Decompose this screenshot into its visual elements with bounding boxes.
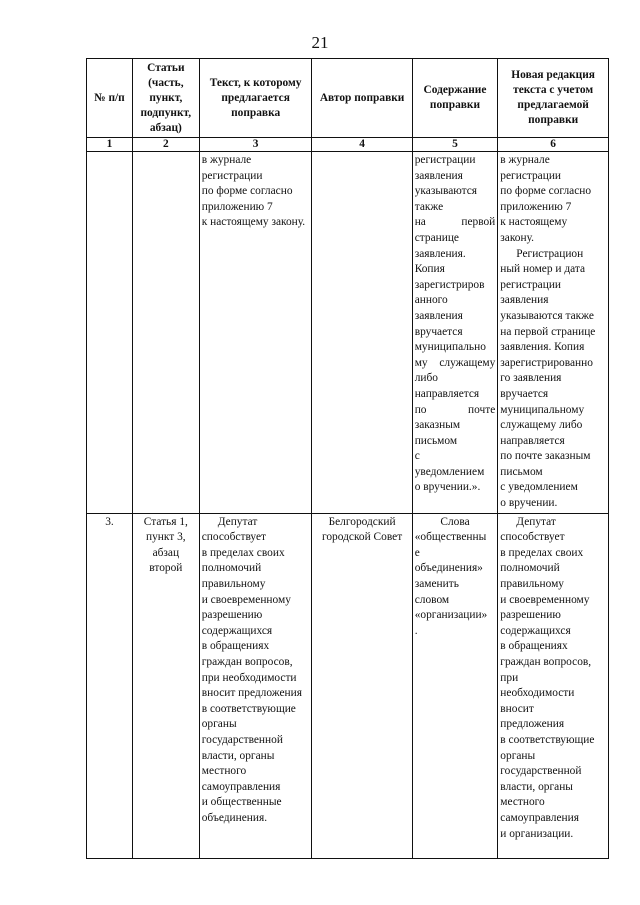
cell-number: 3.: [87, 513, 133, 858]
cell-line: приложению 7: [201, 200, 273, 213]
table-header-row: [87, 59, 609, 138]
header-new-edition: [498, 59, 609, 138]
cell-line: в обращениях: [201, 640, 270, 653]
cell-line: .: [414, 624, 418, 637]
cell-line: муниципально: [414, 341, 486, 354]
cell-line: «организации»: [414, 609, 488, 622]
cell-line: заявления: [414, 169, 463, 182]
cell-line: Копия: [414, 263, 445, 276]
cell-line: муниципальному: [500, 403, 585, 416]
cell-line: власти, органы: [500, 780, 573, 793]
cell-line: регистрации: [500, 278, 562, 291]
cell-line: второй: [149, 562, 183, 575]
cell-line: заявления. Копия: [500, 341, 585, 354]
cell-line: в обращениях: [500, 640, 568, 653]
cell-line: с: [414, 450, 420, 463]
cell-line: способствует: [201, 531, 267, 544]
cell-line: способствует: [500, 531, 565, 544]
cell-line: подпункт,: [140, 106, 192, 119]
cell-line: городской Совет: [321, 531, 403, 544]
cell-line: граждан вопросов,: [500, 656, 592, 668]
cell-line: анного: [414, 294, 448, 307]
cell-line: пункт 3,: [146, 531, 186, 544]
cell-line: с уведомлением: [500, 481, 578, 494]
cell-line: самоуправления: [500, 811, 579, 824]
cell-line: приложению 7: [500, 200, 572, 213]
cell-line: полномочий: [500, 562, 560, 575]
cell-line: зарегистриров: [414, 278, 485, 291]
cell-line: Новая редакция: [511, 69, 595, 81]
page-number: 21: [311, 33, 329, 52]
cell-article: [132, 152, 199, 514]
cell-number: [87, 152, 133, 514]
cell-line: заказным: [414, 419, 461, 432]
cell-line: необходимости: [500, 687, 575, 700]
cell-line: Текст, к которому: [209, 76, 302, 89]
cell-line: органы: [500, 749, 536, 762]
cell-line: самоуправления: [201, 780, 281, 793]
cell-line: предлагается: [221, 91, 290, 104]
cell-amendment-content: [412, 152, 498, 514]
cell-line: Депутат: [516, 515, 556, 528]
cell-line: органы: [201, 718, 237, 731]
cell-line: предлагаемой: [517, 99, 589, 111]
cell-line: указываются также: [500, 309, 594, 322]
column-number: 1: [87, 138, 133, 152]
cell-line: при необходимости: [201, 671, 297, 684]
cell-line: вручается: [414, 325, 463, 338]
cell-original-text: [199, 152, 312, 514]
cell-line: (часть,: [148, 76, 184, 89]
cell-line: по почте заказным: [500, 450, 591, 463]
cell-line: словом: [414, 593, 450, 606]
cell-line: объединения.: [201, 811, 268, 824]
cell-line: регистрации: [201, 169, 263, 182]
cell-line: граждан вопросов,: [201, 656, 293, 668]
cell-line: в пределах своих: [201, 546, 285, 559]
cell-line: к настоящему закону.: [201, 216, 306, 229]
cell-line: содержащихся: [500, 624, 571, 637]
cell-line: абзац: [152, 546, 180, 559]
table-row-continued: [87, 152, 609, 514]
cell-line: правильному: [201, 578, 266, 591]
header-amendment-content: [412, 59, 498, 138]
cell-line: и своевременному: [201, 593, 291, 606]
cell-line: Регистрацион: [516, 247, 584, 260]
cell-line: по почте: [414, 403, 496, 416]
cell-line: заявления.: [414, 247, 466, 260]
column-number-row: [87, 138, 609, 152]
cell-line: регистрации: [500, 169, 562, 182]
cell-line: Слова: [440, 515, 470, 528]
cell-line: на первой: [414, 216, 496, 229]
cell-line: в пределах своих: [500, 546, 584, 559]
column-number: 3: [199, 138, 312, 152]
header-original-text: [199, 59, 312, 138]
cell-author: [312, 513, 412, 858]
cell-article: [132, 513, 199, 858]
cell-line: заявления: [500, 294, 549, 307]
cell-line: полномочий: [201, 562, 262, 575]
cell-line: вносит: [500, 702, 534, 715]
header-number: № п/п: [87, 59, 133, 138]
cell-line: по форме согласно: [201, 185, 293, 198]
cell-line: регистрации: [414, 154, 476, 166]
column-number: 4: [312, 138, 412, 152]
cell-line: местного: [201, 765, 247, 778]
cell-line: разрешению: [500, 609, 561, 622]
cell-line: Белгородский: [328, 515, 396, 528]
cell-line: письмом: [414, 434, 458, 447]
cell-line: государственной: [201, 733, 283, 746]
cell-line: в журнале: [201, 154, 252, 166]
cell-line: объединения»: [414, 562, 483, 575]
cell-line: Содержание: [423, 84, 487, 96]
cell-line: Статьи: [147, 61, 185, 74]
cell-line: о вручении.: [500, 497, 558, 510]
cell-line: служащему либо: [500, 419, 583, 432]
cell-line: заменить: [414, 578, 459, 591]
cell-line: уведомлением: [414, 465, 485, 478]
header-article: [132, 59, 199, 138]
cell-line: заявления: [414, 309, 463, 322]
cell-line: го заявления: [500, 372, 562, 385]
cell-line: текста с учетом: [513, 84, 594, 96]
cell-line: либо: [414, 372, 438, 385]
cell-line: и организации.: [500, 827, 574, 840]
cell-line: предложения: [500, 718, 565, 731]
cell-line: и общественные: [201, 796, 282, 809]
cell-line: государственной: [500, 765, 582, 778]
cell-line: пункт,: [149, 91, 183, 104]
cell-line: странице: [414, 231, 459, 244]
cell-line: содержащихся: [201, 624, 273, 637]
cell-line: ный номер и дата: [500, 263, 586, 276]
cell-line: власти, органы: [201, 749, 275, 762]
cell-line: вносит предложения: [201, 687, 302, 700]
column-number: 6: [498, 138, 609, 152]
cell-line: местного: [500, 796, 545, 809]
cell-line: поправка: [231, 106, 281, 119]
cell-line: вручается: [500, 387, 549, 400]
amendments-table: [86, 58, 609, 859]
table-row-3: [87, 513, 609, 858]
cell-line: абзац): [149, 121, 182, 134]
cell-line: правильному: [500, 578, 564, 591]
cell-line: при: [500, 671, 519, 684]
cell-original-text: [199, 513, 312, 858]
cell-line: поправки: [528, 114, 579, 126]
cell-line: Депутат: [217, 515, 258, 528]
cell-line: закону.: [500, 231, 535, 244]
cell-line: в соответствующие: [500, 733, 595, 746]
cell-line: по форме согласно: [500, 185, 592, 198]
cell-line: письмом: [500, 465, 543, 478]
cell-line: направляется: [414, 387, 480, 400]
cell-line: е: [414, 546, 420, 559]
cell-new-edition: [498, 152, 609, 514]
cell-amendment-content: [412, 513, 498, 858]
cell-line: Статья 1,: [143, 515, 188, 528]
header-author: Автор поправки: [312, 59, 412, 138]
cell-line: также: [414, 200, 444, 213]
column-number: 5: [412, 138, 498, 152]
cell-line: в соответствующие: [201, 702, 296, 715]
cell-line: в журнале: [500, 154, 550, 166]
cell-author: [312, 152, 412, 514]
cell-line: разрешению: [201, 609, 263, 622]
cell-line: зарегистрированно: [500, 356, 593, 369]
cell-line: указываются: [414, 185, 478, 198]
cell-line: направляется: [500, 434, 565, 447]
cell-line: к настоящему: [500, 216, 568, 229]
column-number: 2: [132, 138, 199, 152]
cell-line: му служащему: [414, 356, 496, 369]
cell-line: и своевременному: [500, 593, 590, 606]
cell-line: о вручении.».: [414, 481, 481, 494]
cell-line: поправки: [429, 99, 481, 111]
cell-line: на первой странице: [500, 325, 596, 338]
cell-line: «общественны: [414, 531, 487, 544]
cell-new-edition: [498, 513, 609, 858]
